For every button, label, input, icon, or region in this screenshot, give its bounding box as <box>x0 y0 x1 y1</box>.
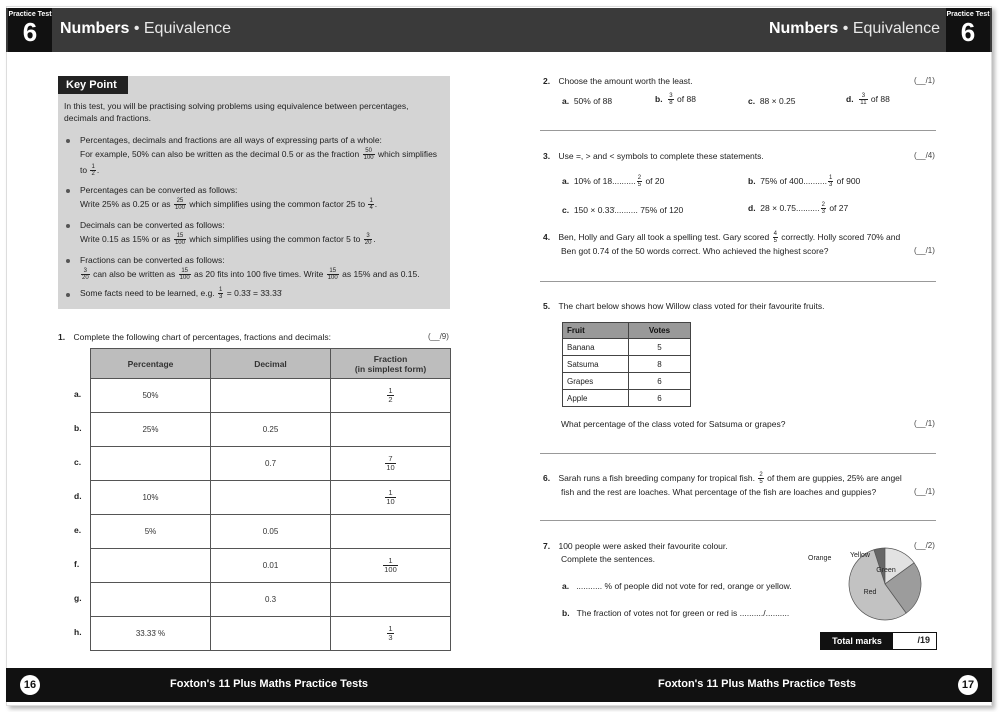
fraction-cell[interactable] <box>331 413 451 447</box>
header-bullet: • <box>842 20 849 37</box>
practice-test-label: Practice Test <box>946 11 990 18</box>
fraction <box>637 175 642 188</box>
denominator: 10 <box>386 497 395 506</box>
statement-right: of 27 <box>829 203 849 213</box>
denominator: 8 <box>669 100 673 107</box>
question-5-prompt: What percentage of the class voted for Satsuma or grapes? <box>561 419 786 429</box>
option-text: of 88 <box>677 94 696 104</box>
text: Write 0.15 as 15% or as <box>80 234 171 244</box>
answer-line[interactable] <box>540 281 936 282</box>
fraction <box>385 455 395 472</box>
fruit-cell: Apple <box>563 390 629 407</box>
question-number: 5. <box>543 301 551 311</box>
key-point-intro: In this test, you will be practising solving problems using equivalence between percentages, <box>64 101 409 111</box>
percentage-cell[interactable] <box>91 549 211 583</box>
fraction <box>828 175 833 188</box>
percentage-cell[interactable]: 33.33̇ % <box>91 617 211 651</box>
blank: .......... <box>612 176 636 186</box>
bullet-dot <box>66 259 70 263</box>
denominator: 100 <box>384 565 397 574</box>
denominator: 100 <box>363 155 374 162</box>
fruit-cell: Satsuma <box>563 356 629 373</box>
option-text: 50% of 88 <box>573 96 613 106</box>
practice-test-label: Practice Test <box>8 11 52 18</box>
text: which simplifies using the common factor 5 to <box>189 234 361 244</box>
row-label: e. <box>74 525 82 535</box>
pie-label-orange: Orange <box>808 555 832 562</box>
text: which simplifies using the common factor 25 to <box>189 199 366 209</box>
numerator: 50 <box>363 148 375 155</box>
question-number: 1. <box>58 332 66 342</box>
text: which simplifies <box>378 149 438 159</box>
denominator: 5 <box>773 238 777 245</box>
denominator: 20 <box>82 275 89 282</box>
option-letter: a. <box>562 96 570 106</box>
row-label: f. <box>74 559 80 569</box>
question-2 <box>543 75 693 87</box>
numerator: 3 <box>859 93 867 100</box>
decimal-cell[interactable]: 0.7 <box>211 447 331 481</box>
numerator: 1 <box>388 624 393 633</box>
answer-line[interactable] <box>540 520 936 521</box>
question-text: correctly. Holly scored 70% and <box>781 232 901 242</box>
table-row <box>91 379 451 413</box>
fraction <box>859 93 867 106</box>
conversion-table <box>90 348 451 651</box>
text: can also be written as <box>93 269 176 279</box>
header-decimal: Decimal <box>211 349 331 379</box>
text: . <box>96 165 100 175</box>
fraction-15-100 <box>179 268 191 281</box>
table-row <box>91 447 451 481</box>
item-letter: b. <box>562 608 570 618</box>
denominator: 3 <box>828 182 833 189</box>
statement-left: 10% of 18 <box>573 176 613 186</box>
question-text: Choose the amount worth the least. <box>558 76 693 86</box>
table-row <box>563 390 691 407</box>
denominator: 100 <box>327 275 338 282</box>
table-row <box>91 549 451 583</box>
denominator: 4 <box>369 205 373 212</box>
fraction-cell[interactable] <box>331 481 451 515</box>
total-marks-box <box>820 632 937 650</box>
table-row <box>91 515 451 549</box>
table-row <box>563 373 691 390</box>
practice-test-number: 6 <box>960 17 976 47</box>
fraction-cell[interactable] <box>331 583 451 617</box>
key-point-title: Key Point <box>58 76 128 94</box>
numerator: 3 <box>669 93 673 100</box>
question-7-line2: Complete the sentences. <box>561 554 656 564</box>
option-letter: d. <box>846 94 854 104</box>
q2-option-d[interactable] <box>846 93 890 106</box>
table-row <box>91 413 451 447</box>
q2-option-c[interactable] <box>748 95 796 107</box>
answer-line[interactable] <box>540 130 936 131</box>
row-label: a. <box>74 389 82 399</box>
fraction-15-100 <box>327 268 339 281</box>
table-row <box>91 481 451 515</box>
question-text: 100 people were asked their favourite colour. <box>558 541 728 551</box>
row-label: g. <box>74 593 82 603</box>
votes-cell: 6 <box>629 373 691 390</box>
text: Write 25% as 0.25 or as <box>80 199 171 209</box>
subtopic-label: Equivalence <box>852 20 940 37</box>
numerator: 1 <box>383 557 398 566</box>
numerator: 3 <box>364 233 373 240</box>
bullet-dot <box>66 293 70 297</box>
blank: .......... <box>795 203 820 213</box>
question-number: 7. <box>543 541 551 551</box>
blank: .......... <box>614 205 638 215</box>
fraction <box>383 557 398 574</box>
row-label: d. <box>74 491 82 501</box>
fraction-3-20 <box>81 268 90 281</box>
question-6-line2: fish and the rest are loaches. What percentage of the fish are loaches and guppies? <box>561 487 877 497</box>
option-text: 88 × 0.25 <box>759 96 796 106</box>
statement-right: of 900 <box>836 176 861 186</box>
numerator: 25 <box>174 198 186 205</box>
question-6 <box>543 472 902 485</box>
header-fruit: Fruit <box>563 323 629 339</box>
page-number-left: 16 <box>20 675 40 695</box>
bullet-dot <box>66 139 70 143</box>
fraction-50-100 <box>363 148 375 161</box>
header-title-left <box>60 20 231 38</box>
text: as 15% and as 0.15. <box>342 269 420 279</box>
row-label: h. <box>74 627 82 637</box>
q7-part-a[interactable] <box>562 580 792 592</box>
pie-label-green: Green <box>876 567 896 574</box>
kp-bullet-2: Percentages can be converted as follows: <box>80 185 238 195</box>
header-bar <box>6 8 992 52</box>
text: Some facts need to be learned, e.g. <box>80 288 215 298</box>
decimal-cell[interactable] <box>211 617 331 651</box>
fraction <box>758 472 763 485</box>
q3-statement-b[interactable] <box>748 175 860 188</box>
question-text: Ben, Holly and Gary all took a spelling test. Gary scored <box>558 232 770 242</box>
denominator: 5 <box>759 479 763 486</box>
percentage-cell[interactable]: 25% <box>91 413 211 447</box>
fraction-3-20 <box>364 233 376 247</box>
fraction-25-100 <box>174 198 186 211</box>
marks-q7[interactable]: (__/2) <box>914 541 935 550</box>
decimal-cell[interactable]: 0.25 <box>211 413 331 447</box>
header-percentage: Percentage <box>91 349 211 379</box>
question-4-line2: Ben got 0.74 of the 50 words correct. Who achieved the highest score? <box>561 246 829 256</box>
denominator: 5 <box>637 182 642 189</box>
votes-cell: 6 <box>629 390 691 407</box>
fraction <box>387 387 393 404</box>
fraction-cell[interactable] <box>331 617 451 651</box>
numerator: 15 <box>327 268 339 275</box>
denominator: 10 <box>386 463 395 472</box>
decimal-cell[interactable]: 0.3 <box>211 583 331 617</box>
marks-q1[interactable]: (__/9) <box>428 332 449 341</box>
decimal-cell[interactable] <box>211 481 331 515</box>
denominator: 2 <box>91 171 95 178</box>
q2-option-a[interactable] <box>562 95 612 107</box>
option-letter: b. <box>655 94 663 104</box>
question-7 <box>543 540 728 552</box>
statement-right: of 20 <box>645 176 665 186</box>
fraction-15-100 <box>174 233 186 246</box>
percentage-cell[interactable] <box>91 447 211 481</box>
numerator: 15 <box>179 268 191 275</box>
numerator: 2 <box>821 202 825 209</box>
denominator: 11 <box>860 100 867 107</box>
question-number: 4. <box>543 232 551 242</box>
table-row <box>563 356 691 373</box>
marks-q6[interactable]: (__/1) <box>914 487 935 496</box>
statement-left: 28 × 0.75 <box>760 203 796 213</box>
denominator: 2 <box>388 395 393 404</box>
footer-title-left: Foxton's 11 Plus Maths Practice Tests <box>170 678 369 690</box>
q2-option-b[interactable] <box>655 93 696 106</box>
colour-pie-chart <box>808 536 922 626</box>
part-text: The fraction of votes not for green or red is ........../.......... <box>576 608 790 618</box>
kp-bullet-1-cont <box>80 164 99 177</box>
item-letter: a. <box>562 581 570 591</box>
option-text: of 88 <box>870 94 890 104</box>
total-marks-label: Total marks <box>821 633 893 649</box>
practice-test-number: 6 <box>22 17 38 47</box>
header-votes: Votes <box>629 323 691 339</box>
pie-label-red: Red <box>863 589 877 596</box>
numerator: 1 <box>385 489 395 498</box>
numerator: 3 <box>81 268 90 275</box>
numerator: 15 <box>174 233 186 240</box>
question-5 <box>543 300 824 312</box>
denominator: 20 <box>364 240 372 247</box>
denominator: 100 <box>174 240 185 247</box>
key-point-box <box>58 76 450 309</box>
question-text: Sarah runs a fish breeding company for tropical fish. <box>558 473 756 483</box>
numerator: 1 <box>369 198 373 205</box>
item-letter: c. <box>562 205 570 215</box>
fraction <box>668 93 673 106</box>
header-title-right <box>769 20 940 38</box>
fraction-1-2 <box>90 164 95 177</box>
percentage-cell[interactable] <box>91 583 211 617</box>
question-number: 3. <box>543 151 551 161</box>
row-label: b. <box>74 423 82 433</box>
text: to <box>80 165 88 175</box>
denominator: 100 <box>179 275 190 282</box>
kp-bullet-4: Fractions can be converted as follows: <box>80 255 225 265</box>
practice-test-tab-right <box>946 8 990 52</box>
fraction <box>773 231 778 244</box>
fraction-cell[interactable] <box>331 447 451 481</box>
topic-label: Numbers <box>768 20 839 37</box>
denominator: 3 <box>821 209 825 216</box>
fraction-cell[interactable] <box>331 549 451 583</box>
item-letter: a. <box>562 176 570 186</box>
question-number: 6. <box>543 473 551 483</box>
question-1 <box>58 331 331 343</box>
percentage-cell[interactable]: 5% <box>91 515 211 549</box>
fruit-cell: Banana <box>563 339 629 356</box>
q7-part-b[interactable] <box>562 607 789 619</box>
kp-bullet-3-example <box>80 233 376 246</box>
bullet-dot <box>66 189 70 193</box>
marks-q4[interactable]: (__/1) <box>914 246 935 255</box>
answer-line[interactable] <box>540 453 936 454</box>
kp-bullet-3: Decimals can be converted as follows: <box>80 220 225 230</box>
marks-q2[interactable]: (__/1) <box>914 76 935 85</box>
statement-left: 150 × 0.33̇ <box>573 205 615 215</box>
numerator: 2 <box>759 472 763 479</box>
percentage-cell[interactable]: 10% <box>91 481 211 515</box>
item-letter: b. <box>748 176 756 186</box>
blank: .......... <box>803 176 827 186</box>
text: For example, 50% can also be written as the decimal 0.5 or as the fraction <box>80 149 360 159</box>
denominator: 3 <box>388 633 393 642</box>
question-number: 2. <box>543 76 551 86</box>
decimal-cell[interactable] <box>211 379 331 413</box>
votes-cell: 5 <box>629 339 691 356</box>
fraction-cell[interactable] <box>331 379 451 413</box>
fraction-1-4 <box>368 198 373 211</box>
page-number-right: 17 <box>958 675 978 695</box>
statement-right: 75% of 120 <box>640 205 684 215</box>
fruit-cell: Grapes <box>563 373 629 390</box>
topic-label: Numbers <box>60 20 130 37</box>
numerator: 1 <box>219 287 223 294</box>
kp-bullet-4-example <box>80 268 420 281</box>
percentage-cell[interactable]: 50% <box>91 379 211 413</box>
text: . <box>374 199 378 209</box>
text: as 20 fits into 100 five times. Write <box>194 269 324 279</box>
total-marks-value[interactable]: /19 <box>917 635 930 645</box>
kp-bullet-1: Percentages, decimals and fractions are all ways of expressing parts of a whole: <box>80 135 382 145</box>
text: = 0.33̇ = 33.33̇ <box>226 288 282 298</box>
votes-cell: 8 <box>629 356 691 373</box>
question-3 <box>543 150 764 162</box>
numerator: 1 <box>91 164 95 171</box>
subtopic-label: Equivalence <box>143 20 232 37</box>
practice-test-tab-left <box>8 8 52 52</box>
option-letter: c. <box>748 96 756 106</box>
question-text: of them are guppies, 25% are angel <box>767 473 902 483</box>
kp-bullet-1-example <box>80 148 437 161</box>
numerator: 7 <box>385 455 395 464</box>
header-fraction-text: Fraction <box>373 353 408 364</box>
statement-left: 75% of 400 <box>760 176 804 186</box>
denominator: 100 <box>174 205 185 212</box>
item-letter: d. <box>748 203 756 213</box>
header-fraction-sub: (in simplest form) <box>354 363 427 374</box>
part-text: ........... % of people did not vote for red, orange or yellow. <box>576 581 792 591</box>
decimal-cell[interactable]: 0.05 <box>211 515 331 549</box>
numerator: 4 <box>773 231 777 238</box>
conversion-table-body <box>91 379 451 651</box>
bullet-dot <box>66 224 70 228</box>
q3-statement-d[interactable] <box>748 202 848 215</box>
numerator: 1 <box>828 175 833 182</box>
table-row <box>563 339 691 356</box>
header-fraction <box>331 349 451 379</box>
question-text: Complete the following chart of percentages, fractions and decimals: <box>73 332 331 342</box>
decimal-cell[interactable]: 0.01 <box>211 549 331 583</box>
header-bullet: • <box>133 20 140 37</box>
q3-statement-c[interactable] <box>562 204 683 216</box>
fraction <box>387 625 393 642</box>
q3-statement-a[interactable] <box>562 175 664 188</box>
fraction <box>821 202 826 215</box>
fruit-votes-table <box>562 322 691 407</box>
kp-bullet-2-example <box>80 198 377 211</box>
fraction-1-3 <box>218 287 223 300</box>
question-4 <box>543 231 900 244</box>
question-text: The chart below shows how Willow class voted for their favourite fruits. <box>558 301 825 311</box>
footer-bar <box>6 668 992 702</box>
denominator: 3 <box>219 294 223 301</box>
text: . <box>373 234 376 244</box>
question-text: Use =, > and < symbols to complete these statements. <box>558 151 764 161</box>
numerator: 1 <box>388 386 393 395</box>
kp-bullet-5 <box>80 287 282 300</box>
marks-q5[interactable]: (__/1) <box>914 419 935 428</box>
fruit-votes-body <box>563 339 691 407</box>
marks-q3[interactable]: (__/4) <box>914 151 935 160</box>
table-row <box>91 617 451 651</box>
footer-title-right: Foxton's 11 Plus Maths Practice Tests <box>658 678 857 690</box>
key-point-intro: decimals and fractions. <box>64 113 151 123</box>
fraction-cell[interactable] <box>331 515 451 549</box>
pie-label-yellow: Yellow <box>850 552 870 559</box>
fraction <box>385 489 395 506</box>
numerator: 2 <box>637 175 642 182</box>
row-label: c. <box>74 457 82 467</box>
table-row <box>91 583 451 617</box>
